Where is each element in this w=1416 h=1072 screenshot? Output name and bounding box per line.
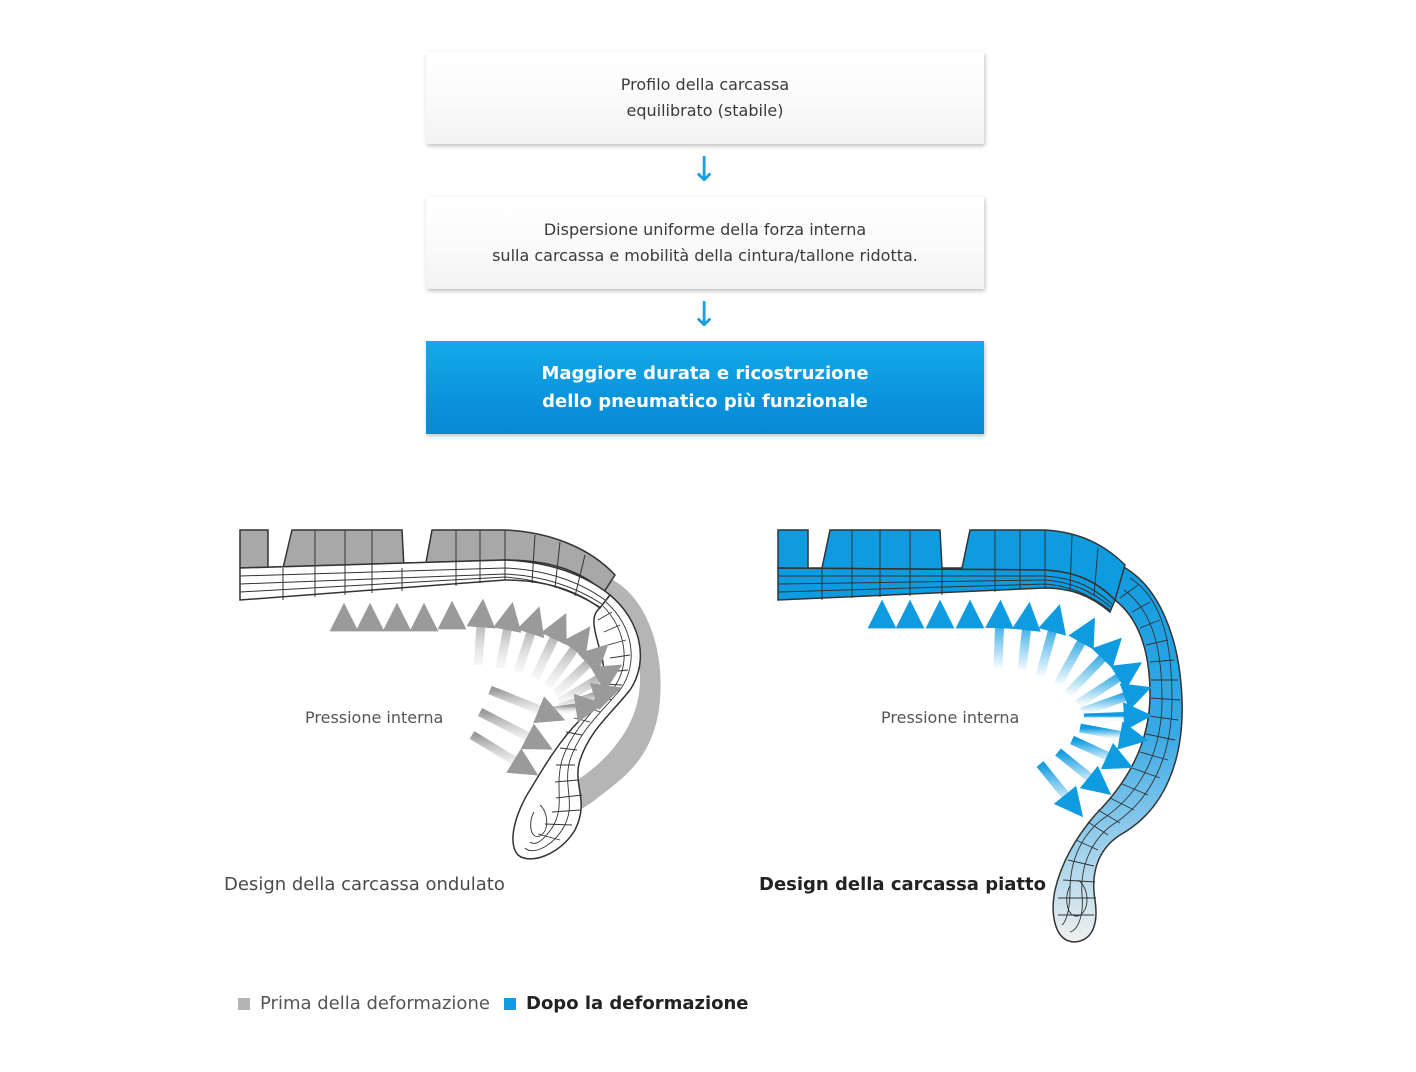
right-pressure-label: Pressione interna xyxy=(881,708,1020,727)
legend-after-label: Dopo la deformazione xyxy=(526,993,749,1014)
legend-before xyxy=(238,993,490,1014)
legend-after xyxy=(504,993,749,1014)
legend-after-swatch xyxy=(504,998,516,1010)
left-tire xyxy=(240,530,661,859)
left-caption: Design della carcassa ondulato xyxy=(224,874,505,895)
legend-before-label: Prima della deformazione xyxy=(260,993,490,1014)
left-pressure-label: Pressione interna xyxy=(305,708,444,727)
flow-step-2-line-1: Dispersione uniforme della forza interna xyxy=(543,220,867,239)
arrow-down-icon: ↓ xyxy=(690,295,719,335)
flow-step-3-line-1: Maggiore durata e ricostruzione xyxy=(541,362,869,384)
flow-step-1-line-1: Profilo della carcassa xyxy=(620,75,790,94)
legend-before-swatch xyxy=(238,998,250,1010)
flow-step-3-line-2: dello pneumatico più funzionale xyxy=(542,390,868,412)
right-caption: Design della carcassa piatto xyxy=(759,874,1046,895)
flow-step-1-line-2: equilibrato (stabile) xyxy=(626,101,784,120)
flow-step-2-line-2: sulla carcassa e mobilità della cintura/tallone ridotta. xyxy=(492,246,918,265)
arrow-down-icon: ↓ xyxy=(690,150,719,190)
